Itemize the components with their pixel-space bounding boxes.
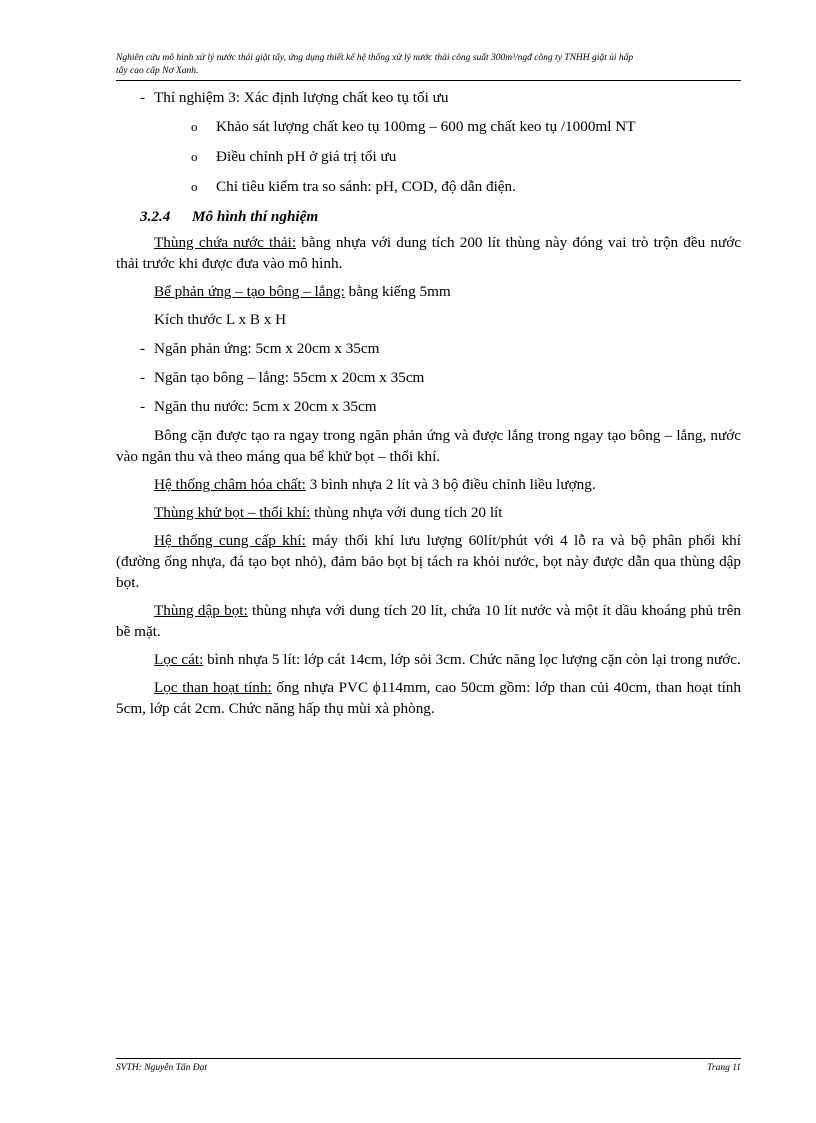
paragraph-carbon-filter [116,677,741,719]
paragraph-text: ống nhựa PVC ϕ114mm, cao 50cm gồm: lớp than củi 40cm, than hoạt tính 5cm, lớp cát 2cm. Chức năng hấp thụ mùi xà phòng. [116,679,741,717]
sub-item-text: Điều chỉnh pH ở giá trị tối ưu [216,148,397,165]
sub-item [116,116,741,137]
paragraph-defoam-tank [116,502,741,523]
page-body [116,87,741,726]
page-number: Trang 11 [707,1063,741,1073]
chamber-item [116,367,741,388]
paragraph-text: máy thổi khí lưu lượng 60lít/phút với 4 lỗ ra và bộ phân phối khí (đường ống nhựa, đá tạo bọt nhỏ), đảm bảo bọt bị tách ra khỏi nước, bọt này được dẫn qua thùng dập bọt. [116,532,741,591]
paragraph-text: bình nhựa 5 lít: lớp cát 14cm, lớp sỏi 3cm. Chức năng lọc lượng cặn còn lại trong nước. [203,651,741,668]
term: Bể phản ứng – tạo bông – lắng: [154,283,345,300]
section-title: Mô hình thí nghiệm [192,208,319,225]
footer-author: SVTH: Nguyễn Tấn Đạt [116,1063,208,1073]
circle-bullet: o [191,149,198,164]
term: Lọc cát: [154,651,204,668]
paragraph-text: 3 bình nhựa 2 lít và 3 bộ điều chỉnh liều lượng. [305,476,596,493]
dash-bullet: - [140,369,146,386]
term: Thùng chứa nước thải: [154,234,297,251]
term: Hệ thống cung cấp khí: [154,532,306,549]
paragraph-text: bằng kiếng 5mm [344,283,451,300]
experiment-3-label: Thí nghiệm 3: Xác định lượng chất keo tụ tối ưu [154,89,449,106]
experiment-3-item [116,87,741,108]
paragraph-foam-tank [116,600,741,642]
footer-divider [116,1058,741,1059]
header-line-1: Nghiên cứu mô hình xử lý nước thải giặt tẩy, ứng dụng thiết kế hệ thống xử lý nước thải công suất 300m³/ngđ công ty TNHH giặt ủi hấp [116,53,634,63]
paragraph-text: thùng nhựa với dung tích 20 lít [310,504,503,521]
term: Thùng dập bọt: [154,602,248,619]
chamber-text: Ngăn tạo bông – lắng: 55cm x 20cm x 35cm [154,369,425,386]
chamber-item [116,338,741,359]
page-footer [116,1063,741,1073]
dash-bullet: - [140,89,146,106]
circle-bullet: o [191,179,198,194]
paragraph-waste-tank [116,232,741,274]
chamber-item [116,396,741,417]
paragraph-floc: Bông cặn được tạo ra ngay trong ngăn phản ứng và được lắng trong ngay tạo bông – lắng, nước vào ngăn thu và theo máng qua bể khử bọt – thổi khí. [116,427,741,465]
chamber-text: Ngăn thu nước: 5cm x 20cm x 35cm [154,398,377,415]
sub-item [116,146,741,167]
chamber-text: Ngăn phản ứng: 5cm x 20cm x 35cm [154,340,380,357]
paragraph-air-supply [116,530,741,593]
paragraph-sand-filter [116,649,741,670]
section-number: 3.2.4 [140,208,171,225]
section-heading [116,206,741,227]
paragraph-reaction-tank [116,281,741,302]
header-line-2: tẩy cao cấp Nơ Xanh. [116,65,199,76]
term: Lọc than hoạt tính: [154,679,272,696]
header-divider [116,80,741,81]
paragraph-text: bằng nhựa với dung tích 200 lít thùng này đóng vai trò trộn đều nước thải trước khi được đưa vào mô hình. [116,234,741,272]
sub-item [116,176,741,197]
paragraph-dosing [116,474,741,495]
sub-item-text: Chỉ tiêu kiểm tra so sánh: pH, COD, độ dẫn điện. [216,178,516,195]
page-header [116,52,741,77]
term: Thùng khử bọt – thổi khí: [154,504,311,521]
term: Hệ thống châm hóa chất: [154,476,306,493]
dimensions-label: Kích thước L x B x H [154,311,287,328]
paragraph-text: thùng nhựa với dung tích 20 lít, chứa 10 lít nước và một ít dầu khoáng phủ trên bề mặt. [116,602,741,640]
dash-bullet: - [140,340,146,357]
dash-bullet: - [140,398,146,415]
circle-bullet: o [191,119,198,134]
sub-item-text: Khảo sát lượng chất keo tụ 100mg – 600 mg chất keo tụ /1000ml NT [216,118,636,135]
